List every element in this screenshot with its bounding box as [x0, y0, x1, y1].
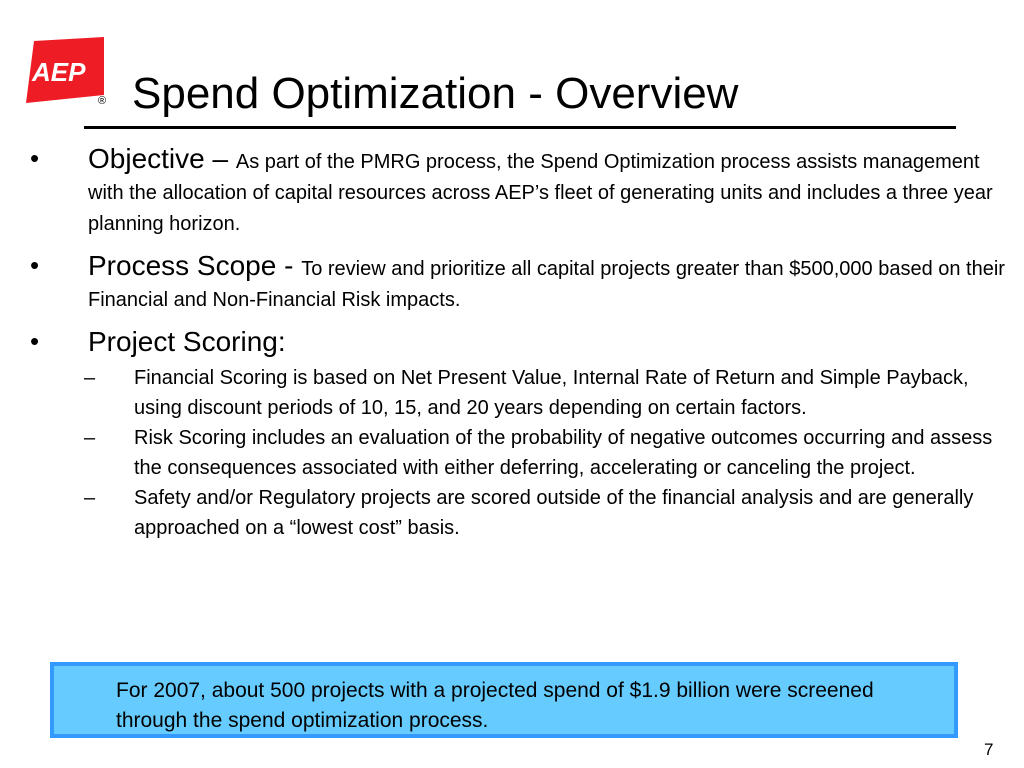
callout-text: For 2007, about 500 projects with a projected spend of $1.9 billion were screened through the spend optimization process.: [116, 679, 874, 732]
dash-marker: –: [84, 427, 96, 449]
sub-bullet-financial-scoring: [84, 363, 1020, 423]
bullet-objective: [30, 143, 1020, 240]
registered-mark: ®: [98, 95, 107, 107]
bullet-dot: •: [30, 250, 40, 280]
aep-logo-text: AEP: [32, 57, 86, 87]
bullet-text: As part of the PMRG process, the Spend Optimization process assists management with the allocation of capital resources across AEP’s fleet of generating units and includes a three year planning horizon.: [88, 151, 993, 235]
bullet-project-scoring: [30, 326, 1020, 543]
bullet-dot: •: [30, 326, 40, 356]
bullet-dot: •: [30, 143, 40, 173]
aep-logo-mark: [26, 37, 112, 107]
sub-bullet-risk-scoring: [84, 423, 1020, 483]
dash-marker: –: [84, 487, 96, 509]
summary-callout-box: [50, 662, 958, 738]
aep-logo: [26, 37, 112, 107]
dash-marker: –: [84, 367, 96, 389]
bullet-heading: Project Scoring:: [88, 326, 286, 357]
bullet-process-scope: [30, 250, 1020, 316]
sub-bullet-text: Safety and/or Regulatory projects are scored outside of the financial analysis and are generally approached on a “lowest cost” basis.: [134, 487, 974, 539]
bullet-heading: Objective –: [88, 143, 236, 174]
sub-bullet-text: Risk Scoring includes an evaluation of the probability of negative outcomes occurring and assess the consequences associated with either deferring, accelerating or canceling the project.: [134, 427, 993, 479]
sub-bullet-safety-regulatory: [84, 483, 1020, 543]
bullet-list: [30, 143, 1020, 553]
title-underline: [84, 126, 956, 129]
sub-bullet-list: [84, 363, 1020, 543]
sub-bullet-text: Financial Scoring is based on Net Present Value, Internal Rate of Return and Simple Payback, using discount periods of 10, 15, and 20 years depending on certain factors.: [134, 367, 969, 419]
page-number: 7: [984, 740, 994, 759]
bullet-heading: Process Scope -: [88, 250, 302, 281]
bullet-text: To review and prioritize all capital projects greater than $500,000 based on their Financial and Non-Financial Risk impacts.: [88, 258, 1005, 311]
slide-title: Spend Optimization - Overview: [132, 69, 739, 118]
